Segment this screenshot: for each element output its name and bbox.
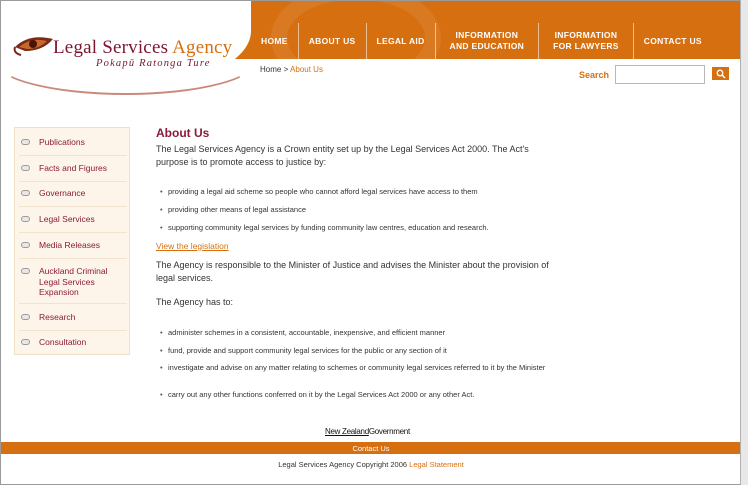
sidebar-item-media-releases[interactable] [15,240,131,251]
view-legislation-link[interactable]: View the legislation [156,241,229,251]
breadcrumb [260,65,323,74]
bullet-pill-icon [21,216,30,222]
nav-information-lawyers[interactable] [538,23,633,59]
nav-info-edu-line1: INFORMATION [455,30,519,40]
sidebar-item-label: Legal Services [39,214,95,224]
nz-government-logo[interactable] [325,427,410,436]
legal-statement-link[interactable]: Legal Statement [409,460,464,469]
sidebar-divider [19,303,127,304]
nav-info-law-line2: FOR LAWYERS [553,41,619,51]
nav-information-education[interactable] [435,23,539,59]
nav-about-label: ABOUT US [308,35,356,46]
sidebar [14,127,130,355]
gov-logo-word: Government [368,427,410,436]
list-item: • providing a legal aid scheme so people who cannot afford legal services have access to them [160,187,560,197]
copyright-text: Legal Services Agency Copyright 2006 [278,460,408,469]
page-title: About Us [156,126,210,140]
bullet-pill-icon [21,139,30,145]
logo[interactable] [1,1,251,91]
bullet-pill-icon [21,165,30,171]
sidebar-divider [19,181,127,182]
bullet-pill-icon [21,268,30,274]
nav-info-edu-line2: AND EDUCATION [449,41,525,51]
sidebar-divider [19,206,127,207]
logo-subtitle: Pokapū Ratonga Ture [96,58,211,69]
sidebar-item-label: Consultation [39,337,87,347]
main-nav [251,23,712,59]
bullet-pill-icon [21,339,30,345]
sidebar-item-label: Research [39,312,76,322]
sidebar-item-research[interactable] [15,312,131,323]
sidebar-divider [19,330,127,331]
intro-paragraph: The Legal Services Agency is a Crown entity set up by the Legal Services Act 2000. The Act's purpose is to promote access to justice by: [156,144,529,167]
nav-contact-us[interactable] [633,23,712,59]
nav-info-law-line1: INFORMATION [554,30,618,40]
nav-home[interactable] [251,23,298,59]
sidebar-item-publications[interactable] [15,137,131,148]
search-label: Search [579,70,610,80]
bullet-pill-icon [21,242,30,248]
nav-home-label: HOME [261,35,288,46]
nav-legal-aid-label: LEGAL AID [376,35,425,46]
breadcrumb-current: About Us [290,65,323,74]
nav-legal-aid[interactable] [366,23,435,59]
logo-title-main: Legal Services [53,37,169,58]
logo-title-agency: Agency [172,37,233,58]
list-item: • supporting community legal services by funding community law centres, education and research. [160,223,560,233]
footer-contact-link[interactable]: Contact Us [352,443,390,453]
copyright [1,460,741,469]
sidebar-divider [19,258,127,259]
logo-title [53,37,232,59]
bullet-pill-icon [21,190,30,196]
breadcrumb-separator: > [283,65,289,74]
sidebar-item-consultation[interactable] [15,337,131,348]
scrollbar-track[interactable] [740,0,748,485]
responsibility-paragraph: The Agency is responsible to the Minister of Justice and advises the Minister about the provision of legal services. [156,260,549,283]
search-button[interactable] [712,67,729,80]
footer-bar [1,442,741,454]
duties-intro-paragraph: The Agency has to: [156,297,234,307]
sidebar-item-label: Auckland Criminal Legal Services Expansion [39,266,108,297]
sidebar-item-facts-figures[interactable] [15,163,131,174]
list-item: • administer schemes in a consistent, accountable, inexpensive, and efficient manner [160,328,560,338]
search-icon [716,69,726,79]
breadcrumb-home[interactable]: Home [260,65,282,74]
sidebar-item-label: Publications [39,137,85,147]
sidebar-item-legal-services[interactable] [15,214,131,225]
list-item: • investigate and advise on any matter relating to schemes or community legal services referred to it by the Minister [160,363,560,373]
list-item: • providing other means of legal assistance [160,205,560,215]
sidebar-item-label: Governance [39,188,86,198]
search-input[interactable] [615,65,705,84]
sidebar-item-label: Facts and Figures [39,163,108,173]
sidebar-item-governance[interactable] [15,188,131,199]
list-item: • carry out any other functions conferred on it by the Legal Services Act 2000 or any other Act. [160,390,560,400]
list-item: • fund, provide and support community legal services for the public or any section of it [160,346,560,356]
sidebar-item-label: Media Releases [39,240,100,250]
gov-logo-nz: New Zealand [325,427,369,436]
sidebar-divider [19,155,127,156]
sidebar-divider [19,232,127,233]
nav-contact-label: CONTACT US [643,35,702,46]
nav-about-us[interactable] [298,23,366,59]
sidebar-item-auckland-criminal[interactable] [15,266,131,298]
bullet-pill-icon [21,314,30,320]
